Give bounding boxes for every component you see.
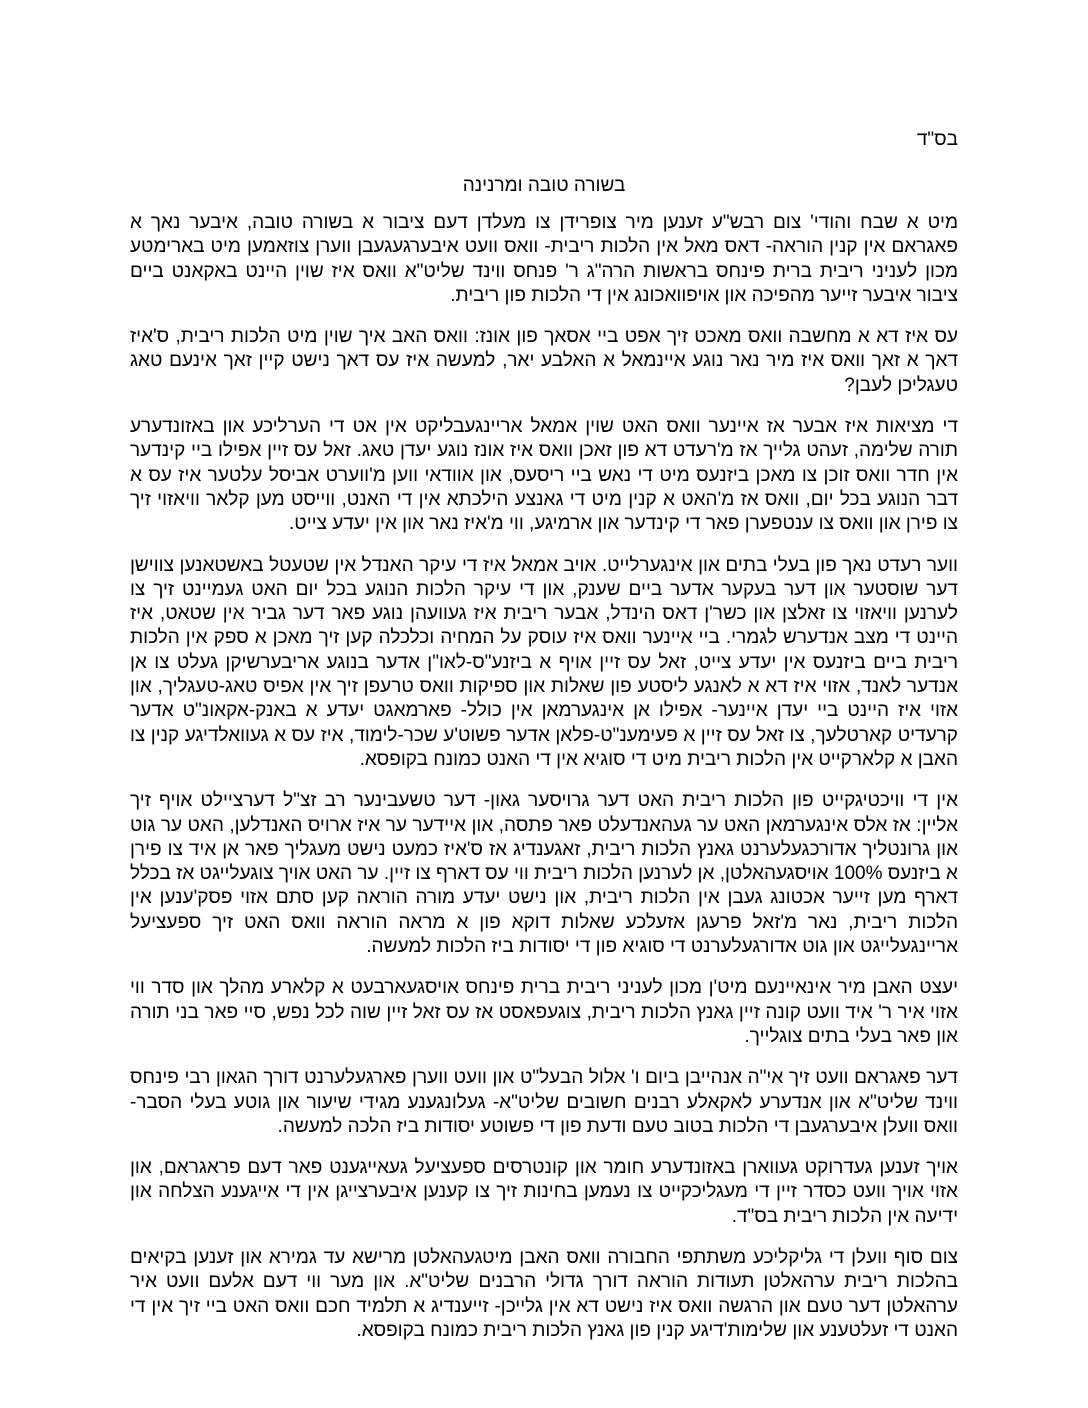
- paragraph: מיט א שבח והודי' צום רבש"ע זענען מיר צופרידן צו מעלדן דעם ציבור א בשורה טובה, איבער נאך א פאגראם אין קנין הוראה- דאס מאל אין הלכות ריבית- וואס וועט איבערגעגעבן ווערן צוזאמען מיט בארימטע מכון לעניני ריבית ברית פינחס בראשות הרה"ג ר' פנחס ווינד שליט"א וואס איז שוין היינט באקאנט ביים ציבור איבער זייער מהפיכה און אויפוואכונג אין די הלכות פון ריבית.: [130, 212, 958, 306]
- paragraph: אויך זענען געדרוקט געווארן באזונדערע חומר און קונטרסים ספעציעל געאייגענט פאר דעם פראגראם, און אזוי אויך וועט כסדר זיין די מעגליכקייט צו נעמען בחינות זיך צו קענען איבערצייגן אין די אייגענע הצלחה און ידיעה אין הלכות ריבית בס"ד.: [130, 1157, 958, 1227]
- document-title: בשורה טובה ומרנינה: [462, 175, 626, 196]
- paragraph: אין די וויכטיגקייט פון הלכות ריבית האט דער גרויסער גאון- דער טשעבינער רב זצ"ל דערציילט אויף זיך אליין: אז אלס אינגערמאן האט ער געהאנדעלט פאר פתסה, און איידער ער איז ארויס האנדלען, האט ער גוט און גרונטליך אדורכגעלערנט גאנץ הלכות ריבית, זאגענדיג אז ס'איז כמעט נישט מעגליך פאר אן איד צו פירן א ביזנעס 100% אויסגעהאלטן, אן לערנען הלכות ריבית ווי עס דארף צו זיין. ער האט אויך צוגעלייגט אז בכלל דארף מען זייער אכטונג געבן אין הלכות ריבית, און נישט יעדע מורה הוראה קען סתם אזוי פסק'ענען אין הלכות ריבית, נאר מ'זאל פרעגן אזעלכע שאלות דוקא פון א מראה הוראה וואס האט זיך ספעציעל אריינגעלייגט און גוט אדורגעלערנט די סוגיא פון די יסודות ביז הלכות למעשה.: [130, 790, 958, 958]
- paragraph: די מציאות איז אבער אז איינער וואס האט שוין אמאל אריינגעבליקט אין אט די הערליכע און באזונדערע תורה שלימה, זעהט גלייך אז מ'רעדט דא פון זאכן וואס איז אונז נוגע יעדן טאג. זאל עס זיין אפילו ביי קינדער אין חדר וואס זוכן צו מאכן ביזנעס מיט די נאש ביי ריסעס, און אוודאי ווען מ'ווערט אביסל עלטער איז עס א דבר הנוגע בכל יום, וואס אז מ'האט א קנין מיט די גאנצע הילכתא אין די האנט, ווייסט מען קלאר וויאזוי זיך צו פירן און וואס צו ענטפערן פאר די קינדער און ארמיגע, ווי מ'איז נאר און אין יעדע צייט.: [130, 416, 958, 535]
- paragraph: יעצט האבן מיר אינאיינעם מיט'ן מכון לעניני ריבית ברית פינחס אויסגעארבעט א קלארע מהלך און סדר ווי אזוי איר ר' איד וועט קונה זיין גאנץ הלכות ריבית, צוגעפאסט אז עס זאל זיין שוה לכל נפש, סיי פאר בני תורה און פאר בעלי בתים צוגלייך.: [130, 977, 958, 1047]
- paragraph: צום סוף וועלן די גליקליכע משתתפי החבורה וואס האבן מיטגעהאלטן מרישא עד גמירא און זענען בקיאים בהלכות ריבית ערהאלטן תעודות הוראה דורך גדולי הרבנים שליט"א. און מער ווי דעם אלעם וועט איר ערהאלטן דער טעם און הרגשה וואס איז נישט דא אין גלייכן- זייענדיג א תלמיד חכם וואס האט ביי זיך אין די האנט די זעלטענע און שלימות'דיגע קנין פון גאנץ הלכות ריבית כמונח בקופסא.: [130, 1246, 958, 1341]
- header-mark: בס"ד: [916, 129, 958, 150]
- paragraph: דער פאגראם וועט זיך אי"ה אנהייבן ביום ו' אלול הבעל"ט און וועט ווערן פארגעלערנט דורך הגאון רבי פינחס ווינד שליט"א און אנדערע לאקאלע רבנים חשובים שליט"א- געלונגענע מגידי שיעור און גוטע בעלי הסבר- וואס וועלן איבערגעבן די הלכות בטוב טעם ודעת פון די פשוטע יסודות ביז הלכה למעשה.: [130, 1067, 958, 1137]
- body-text: [130, 211, 958, 1343]
- paragraph: ווער רעדט נאך פון בעלי בתים און אינגערלייט. אויב אמאל איז די עיקר האנדל אין שטעטל באשטאנען צווישן דער שוסטער און דער בעקער אדער ביים שענק, און די עיקר הלכות הנוגע בכל יום האט געמיינט זיך צו לערנען וויאזוי צו זאלצן און כשר'ן דאס הינדל, אבער ריבית איז געוועהן נוגע פאר דער גביר אין שטאט, איז היינט די מצב אנדערש לגמרי. ביי איינער וואס איז עוסק על המחיה וכלכלה קען זיך מאכן א ספק אין הלכות ריבית ביים ביזנעס אין יעדע צייט, זאל עס זיין אויף א ביזנע"ס-לאו"ן אדער בנוגע אריבערשיקן געלט צו אן אנדער לאנד, אזוי איז דא א לאנגע ליסטע פון שאלות און ספיקות וואס טרעפן זיך אין אפיס טאג-טעגליך, און אזוי איז היינט ביי יעדן איינער- אפילו אן אינגערמאן אין כולל- פארמאגט יעדע א באנק-אקאונ"ט אדער קרעדיט קארטלעך, צו זאל עס זיין א פעימענ"ט-פלאן אדער פשוט'ע שכר-לימוד, איז עס א געוואלדיגע קנין צו האבן א קלארקייט אין הלכות ריבית מיט די סוגיא אין די האנט כמונח בקופסא.: [130, 554, 958, 770]
- paragraph: עס איז דא א מחשבה וואס מאכט זיך אפט ביי אסאך פון אונז: וואס האב איך שוין מיט הלכות ריבית, ס'איז דאך א זאך וואס איז מיר נאר נוגע איינמאל א האלבע יאר, למעשה איז עס דאך נישט קיין זאך אינעם טאג טעגליכן לעבן?: [130, 326, 958, 396]
